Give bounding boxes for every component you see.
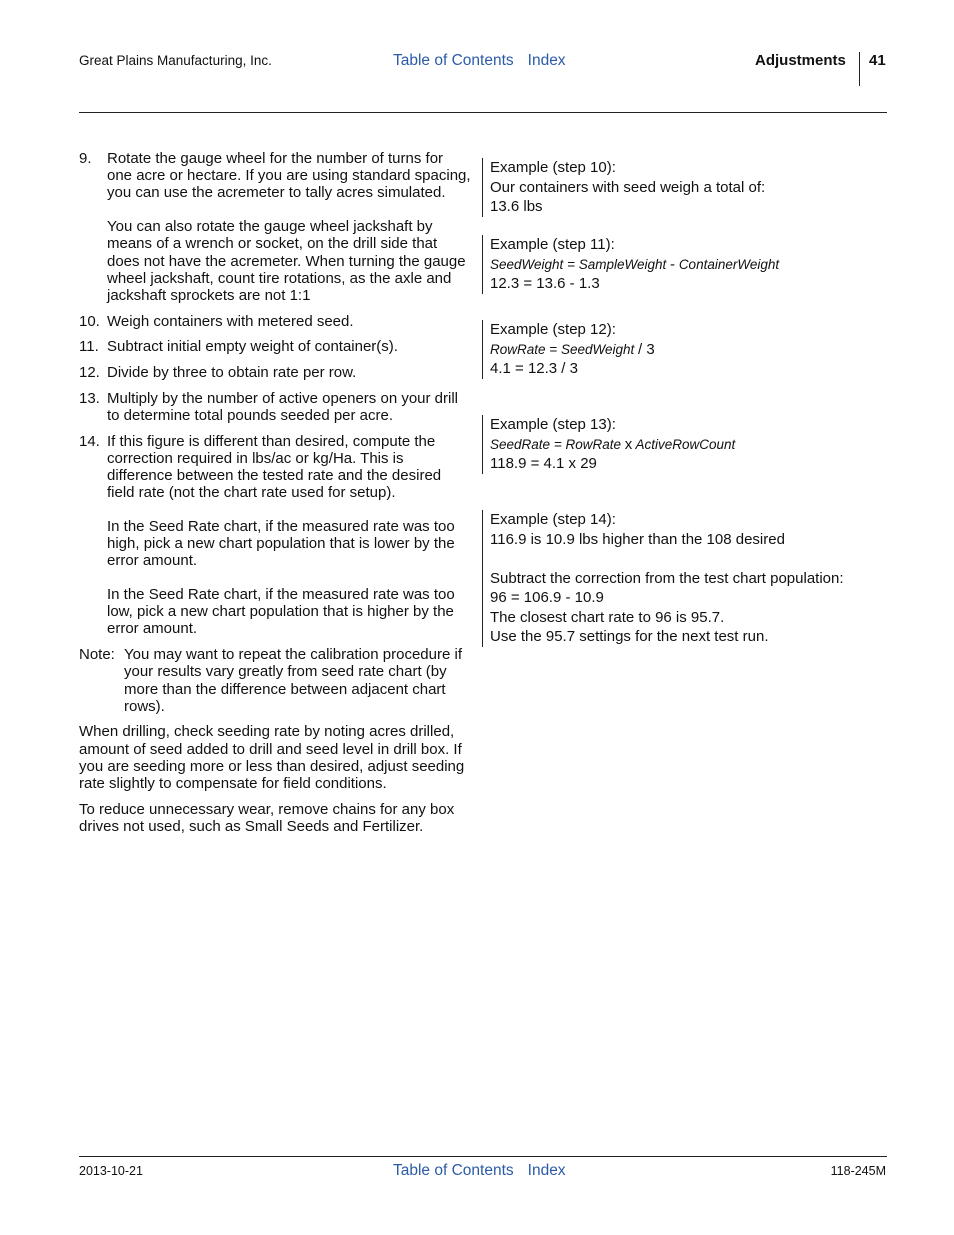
example-title: Example (step 10):: [490, 159, 616, 176]
note-label: Note:: [79, 646, 115, 664]
step-text: Weigh containers with metered seed.: [107, 312, 354, 330]
page-number: 41: [869, 52, 886, 69]
body-paragraph: To reduce unnecessary wear, remove chains for any box drives not used, such as Small Seeds and Fertilizer.: [79, 800, 455, 835]
example-line: 96 = 106.9 - 10.9: [490, 589, 604, 606]
example-formula: SeedRate = RowRate x ActiveRowCount: [490, 435, 736, 453]
step-14: [79, 433, 471, 638]
example-title: Example (step 14):: [490, 511, 616, 528]
company-name: Great Plains Manufacturing, Inc.: [79, 53, 272, 68]
example-step-13: [482, 415, 735, 474]
example-line: The closest chart rate to 96 is 95.7.: [490, 608, 725, 626]
step-text: In the Seed Rate chart, if the measured rate was too low, pick a new chart population that is higher by the error amount.: [107, 586, 455, 638]
footer-toc-link[interactable]: Table of Contents: [393, 1162, 514, 1179]
example-line: Use the 95.7 settings for the next test run.: [490, 628, 769, 645]
step-11: [79, 338, 471, 355]
step-text: In the Seed Rate chart, if the measured rate was too high, pick a new chart population that is lower by the error amount.: [107, 517, 455, 570]
step-text: Rotate the gauge wheel for the number of turns for one acre or hectare. If you are using standard spacing, you can use the acremeter to tally acres simulated.: [107, 150, 471, 202]
example-step-11: [482, 235, 779, 294]
example-line: Subtract the correction from the test chart population:: [490, 569, 844, 587]
example-step-12: [482, 320, 655, 379]
example-step-14: [482, 510, 844, 647]
page-header: [0, 0, 954, 120]
header-nav: [393, 52, 580, 70]
footer-date: 2013-10-21: [79, 1164, 143, 1178]
example-line: 116.9 is 10.9 lbs higher than the 108 desired: [490, 530, 785, 548]
document-number: 118-245M: [830, 1164, 886, 1178]
footer-rule: [79, 1156, 887, 1157]
example-spacer: [490, 549, 844, 569]
example-title: Example (step 13):: [490, 416, 616, 433]
step-text: You can also rotate the gauge wheel jackshaft by means of a wrench or socket, on the drill side that does not have the acremeter. When turning the gauge wheel jackshaft, count tire rotations, as the axle and jackshaft sprockets are not 1:1: [107, 218, 466, 304]
note: [79, 646, 471, 715]
step-number: 12.: [79, 364, 100, 382]
example-calculation: 12.3 = 13.6 - 1.3: [490, 275, 600, 292]
step-number: 9.: [79, 150, 92, 167]
example-title: Example (step 12):: [490, 321, 616, 338]
footer-nav: [393, 1162, 580, 1180]
step-text: If this figure is different than desired, compute the correction required in lbs/ac or kg/Ha. This is difference between the tested rate and the desired field rate (not the chart rate used for setup).: [107, 432, 442, 502]
body-paragraph: When drilling, check seeding rate by noting acres drilled, amount of seed added to drill and seed level in drill box. If you are seeding more or less than desired, adjust seeding rate slightly to compensate for field conditions.: [79, 723, 465, 793]
example-calculation: 4.1 = 12.3 / 3: [490, 360, 578, 377]
step-9: [79, 150, 471, 304]
step-number: 14.: [79, 432, 100, 450]
step-text: Multiply by the number of active openers on your drill to determine total pounds seeded per acre.: [107, 389, 459, 424]
step-number: 11.: [79, 338, 99, 356]
step-text: Divide by three to obtain rate per row.: [107, 364, 357, 382]
index-link[interactable]: Index: [527, 52, 566, 69]
step-text: Subtract initial empty weight of container(s).: [107, 338, 398, 356]
instructions-column: [79, 150, 471, 844]
footer-index-link[interactable]: Index: [527, 1162, 566, 1179]
step-number: 13.: [79, 389, 100, 407]
example-calculation: 118.9 = 4.1 x 29: [490, 455, 597, 472]
note-text: You may want to repeat the calibration procedure if your results vary greatly from seed rate chart (by more than the difference between adjacent chart rows).: [124, 646, 462, 715]
example-step-10: [482, 158, 765, 217]
example-formula: SeedWeight = SampleWeight - ContainerWeight: [490, 255, 780, 273]
example-line: 13.6 lbs: [490, 198, 543, 215]
step-number: 10.: [79, 312, 100, 330]
toc-link[interactable]: Table of Contents: [393, 52, 514, 69]
header-rule: [79, 112, 887, 113]
step-13: [79, 390, 471, 424]
example-formula: RowRate = SeedWeight / 3: [490, 340, 655, 358]
example-line: Our containers with seed weigh a total of:: [490, 178, 766, 196]
section-title: Adjustments: [755, 52, 846, 69]
header-divider: [859, 52, 860, 86]
step-10: [79, 313, 471, 330]
step-12: [79, 364, 471, 381]
example-title: Example (step 11):: [490, 236, 615, 253]
